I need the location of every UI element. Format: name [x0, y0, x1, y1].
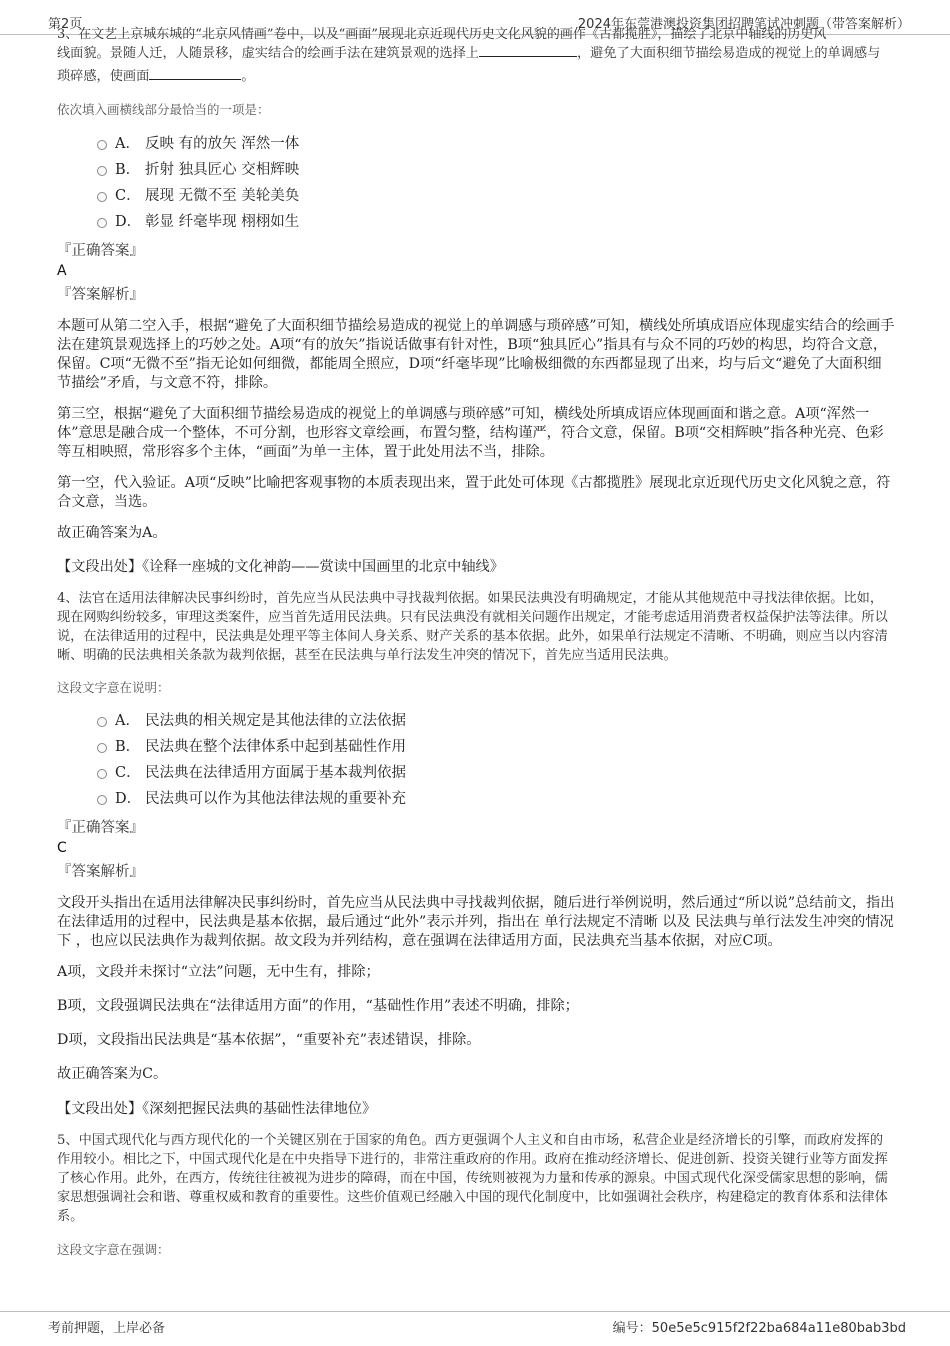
question-3-cut-line	[57, 24, 897, 42]
question-5	[57, 1131, 895, 1258]
question-4	[57, 589, 895, 1118]
analysis-option-a: A项，文段并未探讨“立法”问题，无中生有，排除；	[57, 964, 380, 980]
radio-icon[interactable]	[97, 218, 107, 228]
option-c[interactable]: C． 民法典在法律适用方面属于基本裁判依据	[57, 760, 895, 786]
analysis-conclusion: 故正确答案为A。	[57, 525, 167, 541]
option-c[interactable]: C． 展现 无微不至 美轮美奂	[57, 183, 895, 209]
question-3-stem: 线面貌。景随人迁，人随景移，虚实结合的绘画手法在建筑景观的选择上 ，避免了大面积细节描绘易造成的视觉上的单调感与 琐碎感，使画面 。	[57, 42, 895, 88]
question-4-stem: 4、法官在适用法律解决民事纠纷时，首先应当从民法典中寻找裁判依据。如果民法典没有明确规定，才能从其他规范中寻找法律依据。比如，现在网购纠纷较多，审理这类案件，应当首先适用民法典。只有民法典没有就相关问题作出规定，才能考虑适用消费者权益保护法等法律。所以说，在法律适用的过程中，民法典是处理平等主体间人身关系、财产关系的基本依据。此外，如果单行法规定不清晰、不明确，则应当以内容清晰、明确的民法典相关条款为裁判依据，甚至在民法典与单行法发生冲突的情况下，首先应当适用民法典。	[57, 591, 888, 663]
radio-icon[interactable]	[97, 166, 107, 176]
text-source: 【文段出处】《深刻把握民法典的基础性法律地位》	[57, 1101, 377, 1117]
answer-heading: 『正确答案』	[57, 243, 144, 259]
page-number: 第2页	[48, 17, 83, 32]
text-source: 【文段出处】《诠释一座城的文化神韵——赏读中国画里的北京中轴线》	[57, 559, 504, 575]
document-code: 编号：50e5e5c915f2f22ba684a11e80bab3bd	[612, 1321, 906, 1336]
analysis-paragraph: 第三空，根据“避免了大面积细节描绘易造成的视觉上的单调感与琐碎感”可知，横线处所填成语应体现画面和谐之意。A项“浑然一体”意思是融合成一个整体，不可分割，也形容文章绘画，布置匀整，结构谨严，符合文意，保留。B项“交相辉映”指各种光亮、色彩等互相映照，常形容多个主体，“画面”为单一主体，置于此处用法不当，排除。	[57, 406, 884, 460]
radio-icon[interactable]	[97, 717, 107, 727]
analysis-heading: 『答案解析』	[57, 864, 144, 880]
analysis-option-b: B项，文段强调民法典在“法律适用方面”的作用，“基础性作用”表述不明确，排除；	[57, 998, 579, 1014]
radio-icon[interactable]	[97, 795, 107, 805]
option-b[interactable]: B． 民法典在整个法律体系中起到基础性作用	[57, 734, 895, 760]
option-b[interactable]: B． 折射 独具匠心 交相辉映	[57, 157, 895, 183]
fill-blank-2	[479, 42, 577, 57]
analysis-paragraph: 第一空，代入验证。A项“反映”比喻把客观事物的本质表现出来，置于此处可体现《古都揽胜》展现北京近现代历史文化风貌之意，符合文意，当选。	[57, 475, 891, 510]
analysis-paragraph: 本题可从第二空入手，根据“避免了大面积细节描绘易造成的视觉上的单调感与琐碎感”可知，横线处所填成语应体现虚实结合的绘画手法在建筑景观选择上的巧妙之处。A项“有的放矢”指说话做事有针对性，B项“独具匠心”指具有与众不同的巧妙的构思，均符合文意，保留。C项“无微不至”指无论如何细微，都能周全照应，D项“纤毫毕现”比喻极细微的东西都显现了出来，均与后文“避免了大面积细节描绘”矛盾，与文意不符，排除。	[57, 318, 895, 391]
option-list	[57, 131, 895, 235]
correct-answer: C	[57, 840, 67, 856]
page-content	[57, 34, 895, 1258]
option-d[interactable]: D． 彰显 纤毫毕现 栩栩如生	[57, 209, 895, 235]
radio-icon[interactable]	[97, 192, 107, 202]
analysis-heading: 『答案解析』	[57, 287, 144, 303]
option-a[interactable]: A． 反映 有的放矢 浑然一体	[57, 131, 895, 157]
question-prompt: 这段文字意在说明：	[57, 680, 170, 695]
page-footer	[0, 1311, 950, 1346]
radio-icon[interactable]	[97, 140, 107, 150]
radio-icon[interactable]	[97, 769, 107, 779]
question-5-stem: 5、中国式现代化与西方现代化的一个关键区别在于国家的角色。西方更强调个人主义和自由市场，私营企业是经济增长的引擎，而政府发挥的作用较小。相比之下，中国式现代化是在中央指导下进行的，非常注重政府的作用。政府在推动经济增长、促进创新、投资关键行业等方面发挥了核心作用。此外，在西方，传统往往被视为进步的障碍，而在中国，传统则被视为力量和传承的源泉。中国式现代化深受儒家思想的影响，儒家思想强调社会和谐、尊重权威和教育的重要性。这些价值观已经融入中国的现代化制度中，比如强调社会秩序，构建稳定的教育体系和法律体系。	[57, 1133, 888, 1224]
question-prompt: 依次填入画横线部分最恰当的一项是：	[57, 102, 270, 117]
analysis-paragraph: 文段开头指出在适用法律解决民事纠纷时，首先应当从民法典中寻找裁判依据，随后进行举例说明，然后通过“所以说”总结前文，指出在法律适用的过程中，民法典是基本依据，最后通过“此外”表示并列，指出在 单行法规定不清晰 以及 民法典与单行法发生冲突的情况下 ，也应以民法典作为裁判依据。故文段为并列结构，意在强调在法律适用方面，民法典充当基本依据，对应C项。	[57, 895, 895, 949]
option-list	[57, 708, 895, 812]
footer-slogan: 考前押题，上岸必备	[48, 1321, 166, 1336]
document-title: 2024年东莞港澳投资集团招聘笔试冲刺题（带答案解析）	[577, 17, 910, 32]
analysis-conclusion: 故正确答案为C。	[57, 1066, 168, 1082]
question-prompt: 这段文字意在强调：	[57, 1242, 170, 1257]
question-3-first-line: 3、在文艺上京城东城的“北京风情画”卷中，以及“画面”展现北京近现代历史文化风貌的画作《古都揽胜》，描绘了北京中轴线的历史风	[57, 27, 827, 42]
analysis-option-d: D项，文段指出民法典是“基本依据”，“重要补充”表述错误，排除。	[57, 1032, 481, 1048]
option-d[interactable]: D． 民法典可以作为其他法律法规的重要补充	[57, 786, 895, 812]
correct-answer: A	[57, 263, 67, 279]
question-3	[57, 42, 895, 576]
fill-blank-3	[149, 65, 241, 80]
option-a[interactable]: A． 民法典的相关规定是其他法律的立法依据	[57, 708, 895, 734]
radio-icon[interactable]	[97, 743, 107, 753]
answer-heading: 『正确答案』	[57, 820, 144, 836]
